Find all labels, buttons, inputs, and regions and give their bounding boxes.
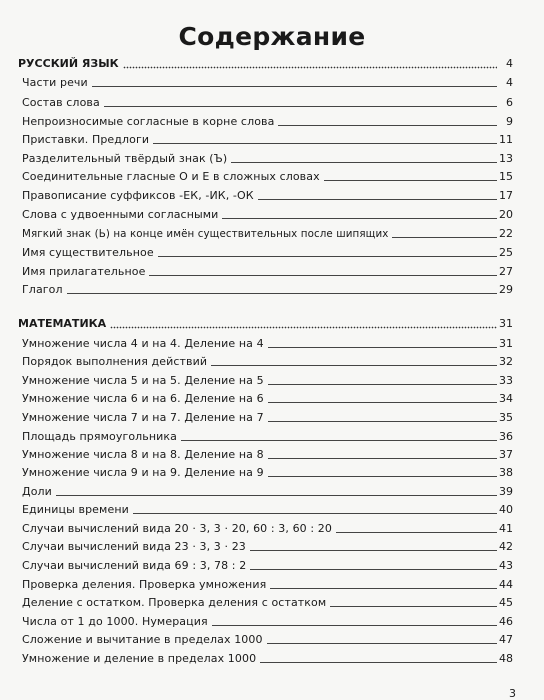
entry-title: Случаи вычислений вида 20 · 3, 3 · 20, 60 : 3, 60 : 20 bbox=[22, 522, 332, 535]
toc-entry[interactable] bbox=[22, 74, 513, 90]
toc-entry[interactable] bbox=[22, 372, 513, 388]
entry-title: Умножение числа 6 и на 6. Деление на 6 bbox=[22, 392, 264, 405]
toc-entry[interactable] bbox=[22, 150, 513, 166]
dot-leader bbox=[267, 643, 497, 644]
section-heading-math[interactable] bbox=[18, 315, 513, 331]
entry-title: Глагол bbox=[22, 283, 63, 296]
dot-leader bbox=[250, 569, 497, 570]
entry-title: Имя существительное bbox=[22, 246, 154, 259]
entry-page: 37 bbox=[499, 448, 513, 461]
dot-leader bbox=[268, 402, 497, 403]
toc-entry[interactable] bbox=[22, 225, 513, 241]
dot-leader bbox=[250, 550, 497, 551]
dot-leader bbox=[268, 458, 497, 459]
dot-leader bbox=[260, 662, 497, 663]
entry-title: Умножение числа 7 и на 7. Деление на 7 bbox=[22, 411, 264, 424]
entry-page: 32 bbox=[499, 355, 513, 368]
entry-title: Умножение и деление в пределах 1000 bbox=[22, 652, 257, 665]
toc-entry[interactable] bbox=[22, 390, 513, 406]
entry-title: Порядок выполнения действий bbox=[22, 355, 208, 368]
toc-entry[interactable] bbox=[22, 409, 513, 425]
dot-leader bbox=[181, 440, 497, 441]
entry-title: Случаи вычислений вида 69 : 3, 78 : 2 bbox=[22, 559, 247, 572]
entry-page: 13 bbox=[499, 152, 513, 165]
toc-entry[interactable] bbox=[22, 594, 513, 610]
entry-page: 29 bbox=[499, 283, 513, 296]
dot-leader bbox=[324, 180, 497, 181]
dot-leader bbox=[336, 532, 497, 533]
dot-leader bbox=[268, 421, 497, 422]
section-title: РУССКИЙ ЯЗЫК bbox=[18, 57, 119, 70]
entry-page: 47 bbox=[499, 633, 513, 646]
dot-leader bbox=[211, 365, 497, 366]
entry-title: Правописание суффиксов -ЕК, -ИК, -ОК bbox=[22, 189, 254, 202]
entry-title: Площадь прямоугольника bbox=[22, 430, 177, 443]
entry-page: 39 bbox=[499, 485, 513, 498]
entry-page: 6 bbox=[506, 96, 513, 109]
dot-leader bbox=[110, 319, 497, 329]
section-title: МАТЕМАТИКА bbox=[18, 317, 107, 330]
toc-entry[interactable] bbox=[22, 613, 513, 629]
toc-entry[interactable] bbox=[22, 168, 513, 184]
page-number: 3 bbox=[509, 687, 516, 700]
entry-title: Сложение и вычитание в пределах 1000 bbox=[22, 633, 263, 646]
toc-entry[interactable] bbox=[22, 464, 513, 480]
dot-leader bbox=[278, 125, 497, 126]
dot-leader bbox=[104, 106, 497, 107]
toc-entry[interactable] bbox=[22, 576, 513, 592]
toc-entry[interactable] bbox=[22, 244, 513, 260]
toc-entry[interactable] bbox=[22, 428, 513, 444]
entry-page: 22 bbox=[499, 227, 513, 240]
entry-title: Приставки. Предлоги bbox=[22, 133, 150, 146]
dot-leader bbox=[67, 293, 497, 294]
toc-entry[interactable] bbox=[22, 94, 513, 110]
toc-entry[interactable] bbox=[22, 446, 513, 462]
entry-title: Умножение числа 9 и на 9. Деление на 9 bbox=[22, 466, 264, 479]
entry-page: 20 bbox=[499, 208, 513, 221]
entry-title: Умножение числа 4 и на 4. Деление на 4 bbox=[22, 337, 264, 350]
dot-leader bbox=[149, 275, 497, 276]
dot-leader bbox=[268, 476, 497, 477]
toc-entry[interactable] bbox=[22, 263, 513, 279]
entry-page: 9 bbox=[506, 115, 513, 128]
toc-entry[interactable] bbox=[22, 353, 513, 369]
entry-title: Имя прилагательное bbox=[22, 265, 146, 278]
entry-title: Случаи вычислений вида 23 · 3, 3 · 23 bbox=[22, 540, 246, 553]
toc-entry[interactable] bbox=[22, 281, 513, 297]
entry-page: 40 bbox=[499, 503, 513, 516]
dot-leader bbox=[158, 256, 497, 257]
dot-leader bbox=[268, 384, 497, 385]
entry-title: Части речи bbox=[22, 76, 88, 89]
toc-entry[interactable] bbox=[22, 538, 513, 554]
entry-title: Разделительный твёрдый знак (Ъ) bbox=[22, 152, 228, 165]
entry-page: 15 bbox=[499, 170, 513, 183]
entry-title: Соединительные гласные О и Е в сложных словах bbox=[22, 170, 320, 183]
page-title: Содержание bbox=[178, 22, 366, 51]
entry-page: 34 bbox=[499, 392, 513, 405]
dot-leader bbox=[270, 588, 497, 589]
entry-page: 25 bbox=[499, 246, 513, 259]
entry-page: 42 bbox=[499, 540, 513, 553]
dot-leader bbox=[258, 199, 497, 200]
dot-leader bbox=[92, 86, 497, 87]
entry-title: Слова с удвоенными согласными bbox=[22, 208, 219, 221]
section-page: 4 bbox=[506, 57, 513, 70]
toc-entry[interactable] bbox=[22, 483, 513, 499]
dot-leader bbox=[153, 143, 497, 144]
toc-entry[interactable] bbox=[22, 131, 513, 147]
dot-leader bbox=[56, 495, 497, 496]
toc-entry[interactable] bbox=[22, 557, 513, 573]
toc-entry[interactable] bbox=[22, 187, 513, 203]
entry-page: 31 bbox=[499, 337, 513, 350]
toc-entry[interactable] bbox=[22, 520, 513, 536]
section-heading-russian[interactable] bbox=[18, 55, 513, 71]
dot-leader bbox=[268, 347, 497, 348]
toc-entry[interactable] bbox=[22, 335, 513, 351]
entry-page: 33 bbox=[499, 374, 513, 387]
entry-title: Числа от 1 до 1000. Нумерация bbox=[22, 615, 208, 628]
entry-title: Единицы времени bbox=[22, 503, 129, 516]
entry-title: Доли bbox=[22, 485, 52, 498]
dot-leader bbox=[231, 162, 497, 163]
dot-leader bbox=[330, 606, 497, 607]
entry-page: 11 bbox=[499, 133, 513, 146]
toc-entry[interactable] bbox=[22, 113, 513, 129]
entry-page: 17 bbox=[499, 189, 513, 202]
entry-title: Умножение числа 8 и на 8. Деление на 8 bbox=[22, 448, 264, 461]
dot-leader bbox=[123, 59, 497, 69]
entry-title: Мягкий знак (Ь) на конце имён существительных после шипящих bbox=[22, 228, 389, 240]
entry-page: 46 bbox=[499, 615, 513, 628]
entry-page: 27 bbox=[499, 265, 513, 278]
entry-page: 44 bbox=[499, 578, 513, 591]
entry-page: 4 bbox=[506, 76, 513, 89]
entry-page: 48 bbox=[499, 652, 513, 665]
toc-entry[interactable] bbox=[22, 650, 513, 666]
dot-leader bbox=[133, 513, 497, 514]
toc-entry[interactable] bbox=[22, 501, 513, 517]
toc-entry[interactable] bbox=[22, 206, 513, 222]
entry-title: Непроизносимые согласные в корне слова bbox=[22, 115, 275, 128]
entry-title: Состав слова bbox=[22, 96, 100, 109]
dot-leader bbox=[222, 218, 497, 219]
entry-title: Деление с остатком. Проверка деления с остатком bbox=[22, 596, 327, 609]
entry-title: Проверка деления. Проверка умножения bbox=[22, 578, 267, 591]
entry-page: 41 bbox=[499, 522, 513, 535]
dot-leader bbox=[392, 237, 497, 238]
entry-page: 35 bbox=[499, 411, 513, 424]
section-page: 31 bbox=[499, 317, 513, 330]
entry-page: 45 bbox=[499, 596, 513, 609]
toc-entry[interactable] bbox=[22, 631, 513, 647]
entry-page: 36 bbox=[499, 430, 513, 443]
dot-leader bbox=[212, 625, 497, 626]
entry-title: Умножение числа 5 и на 5. Деление на 5 bbox=[22, 374, 264, 387]
entry-page: 38 bbox=[499, 466, 513, 479]
entry-page: 43 bbox=[499, 559, 513, 572]
